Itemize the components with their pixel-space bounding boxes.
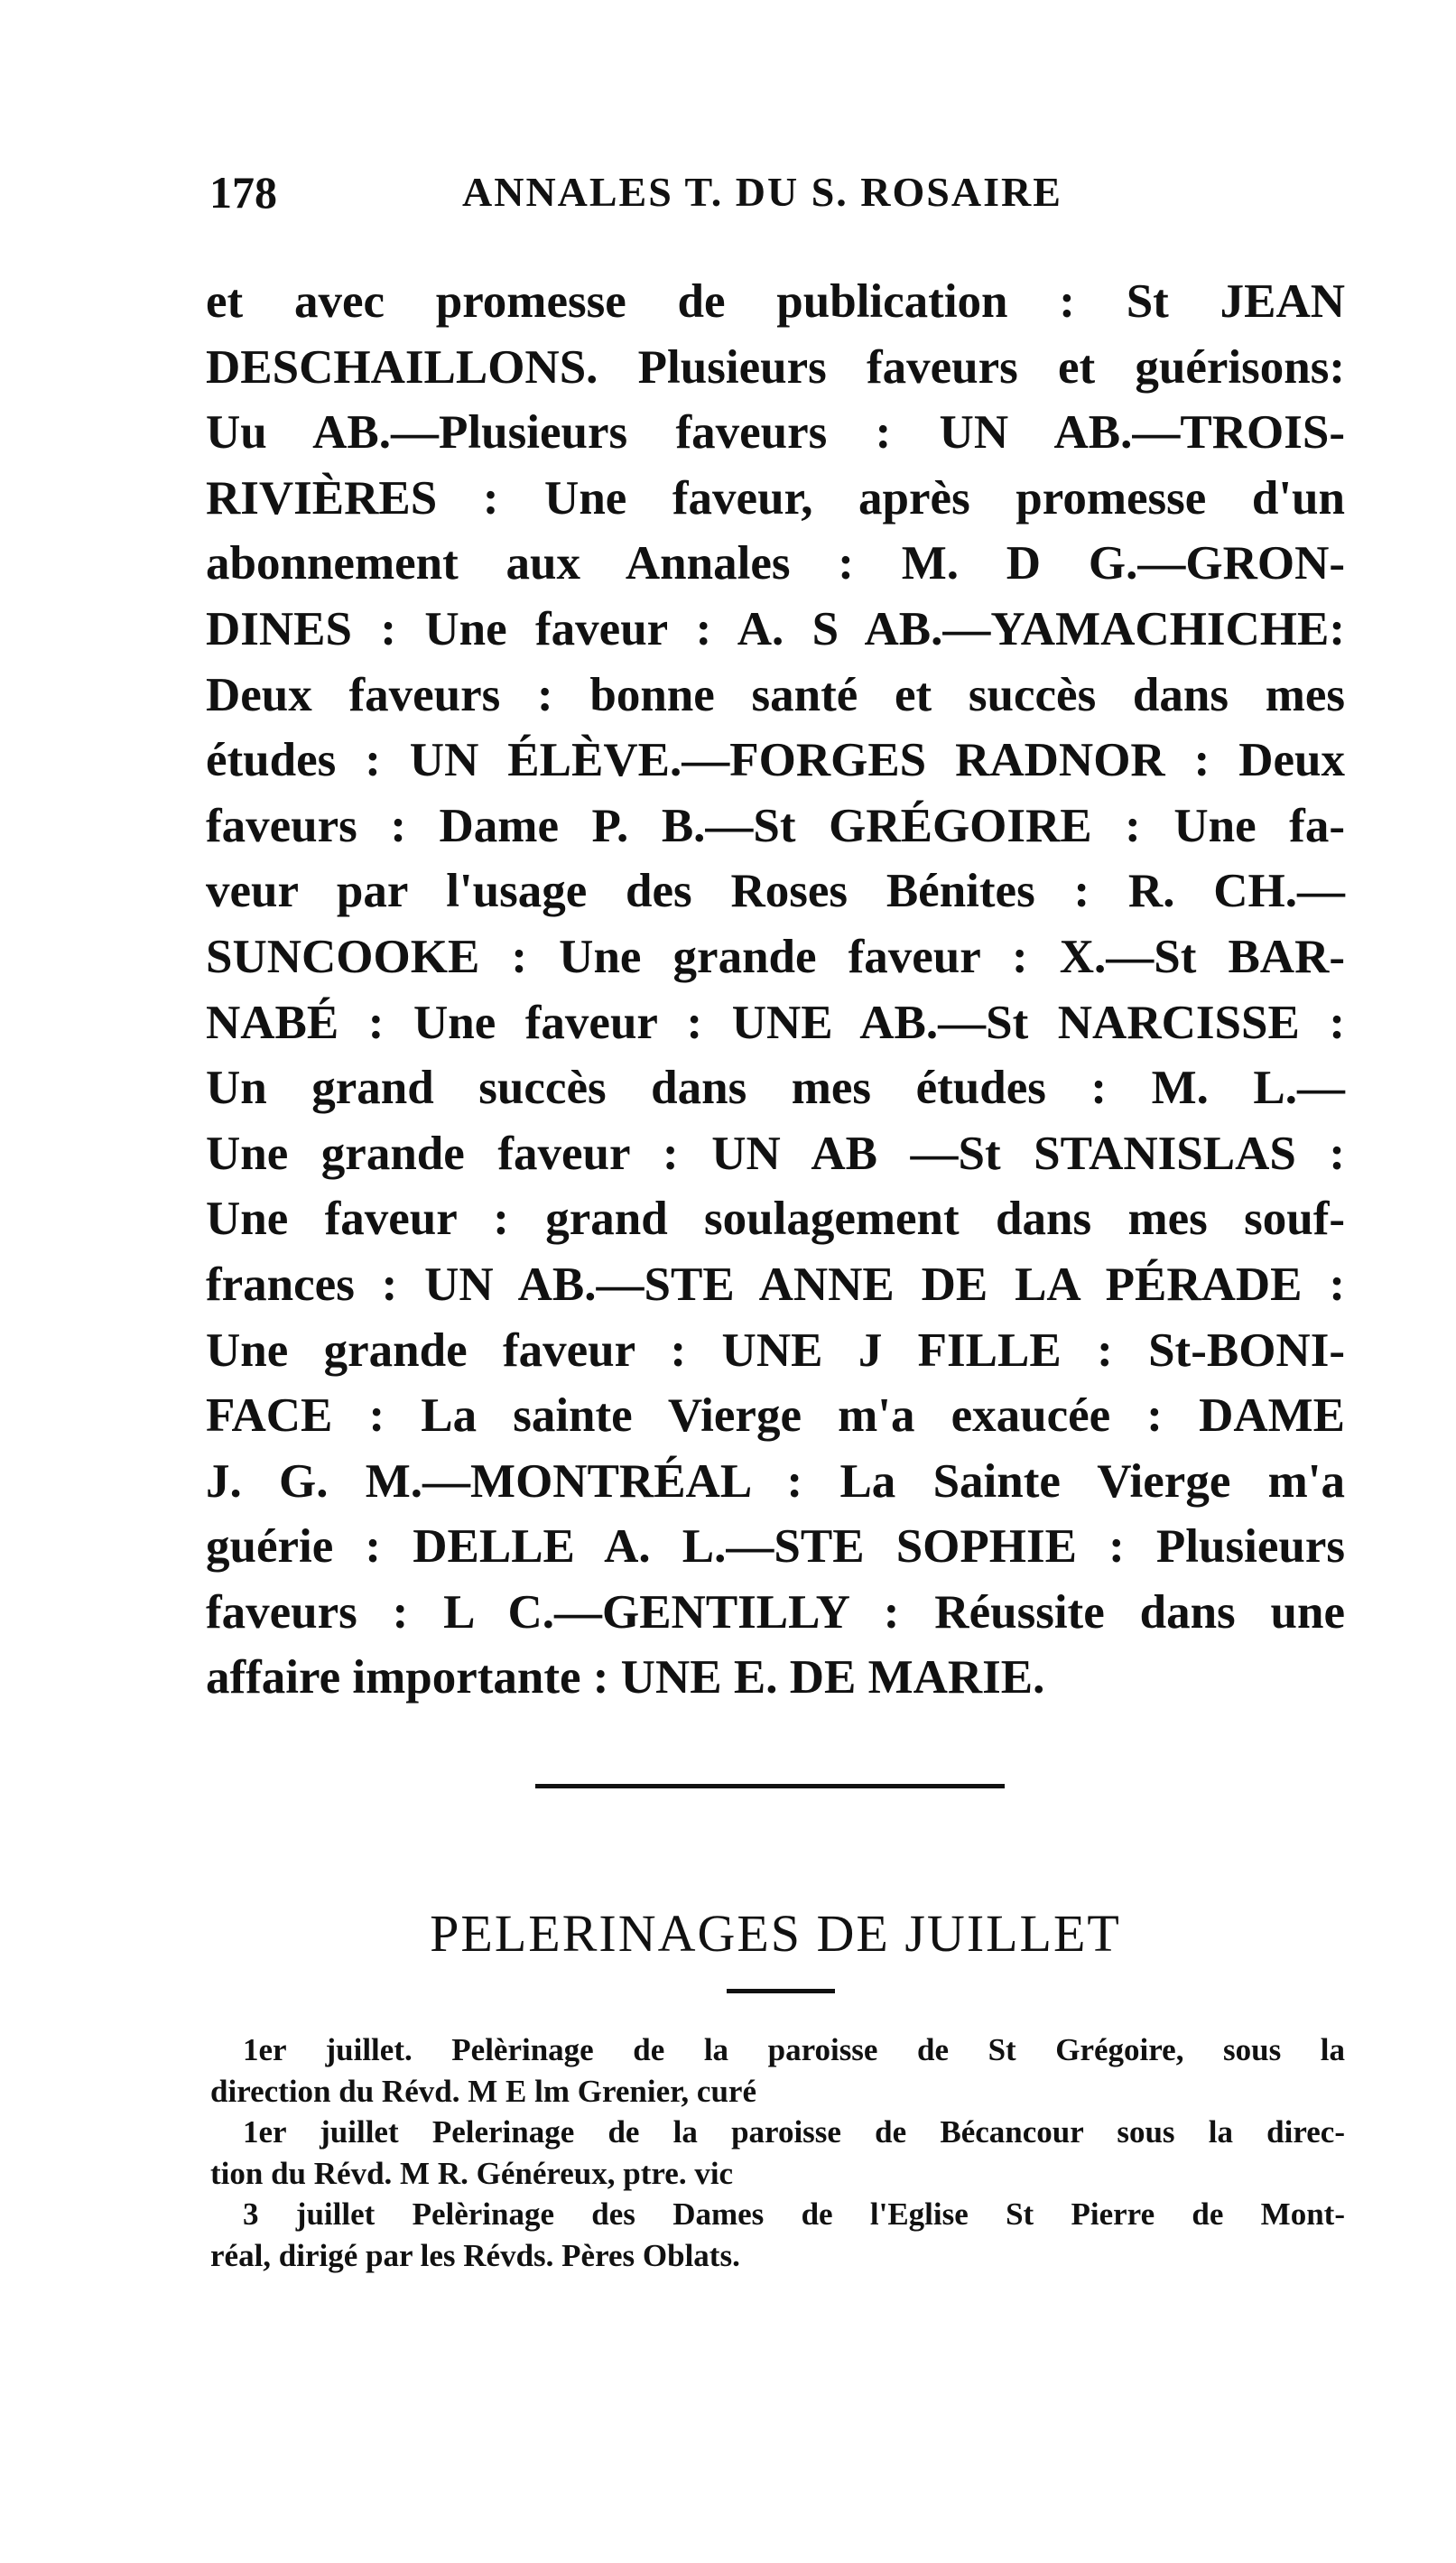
text-line: et avec promesse de publication : St JEAN (206, 275, 1345, 328)
text-line: NABÉ : Une faveur : UNE AB.—St NARCISSE : (206, 996, 1345, 1049)
entry-line: 1er juillet Pelerinage de la paroisse de Bécancour sous la direc- (243, 2114, 1345, 2150)
text-line: RIVIÈRES : Une faveur, après promesse d'un (206, 471, 1345, 525)
text-line: Une grande faveur : UN AB —St STANISLAS : (206, 1127, 1345, 1180)
text-line: Un grand succès dans mes études : M. L.— (206, 1062, 1345, 1115)
text-line: FACE : La sainte Vierge m'a exaucée : DAME (206, 1389, 1345, 1443)
entry-line: réal, dirigé par les Révds. Pères Oblats. (210, 2237, 740, 2273)
pilgrimage-entry (210, 2029, 1345, 2112)
entry-line: direction du Révd. M E lm Grenier, curé (210, 2073, 756, 2109)
entry-line: 3 juillet Pelèrinage des Dames de l'Eglise St Pierre de Mont- (243, 2196, 1345, 2232)
text-line: guérie : DELLE A. L.—STE SOPHIE : Plusieurs (206, 1520, 1345, 1574)
section-divider (535, 1784, 1005, 1788)
running-head (209, 161, 1356, 224)
text-line: faveurs : L C.—GENTILLY : Réussite dans une (206, 1585, 1345, 1639)
text-line: Une grande faveur : UNE J FILLE : St-BONI- (206, 1323, 1345, 1377)
pilgrimage-entry (210, 2112, 1345, 2194)
text-line: abonnement aux Annales : M. D G.—GRON- (206, 537, 1345, 590)
text-line: études : UN ÉLÈVE.—FORGES RADNOR : Deux (206, 734, 1345, 787)
entry-line: tion du Révd. M R. Généreux, ptre. vic (210, 2155, 734, 2191)
main-paragraph (206, 269, 1345, 1711)
text-line: Une faveur : grand soulagement dans mes souf- (206, 1193, 1345, 1246)
text-line: frances : UN AB.—STE ANNE DE LA PÉRADE : (206, 1258, 1345, 1311)
text-line: DINES : Une faveur : A. S AB.—YAMACHICHE: (206, 602, 1345, 655)
text-line: affaire importante : UNE E. DE MARIE. (206, 1651, 1045, 1704)
text-line: Deux faveurs : bonne santé et succès dans mes (206, 668, 1345, 721)
entry-line: 1er juillet. Pelèrinage de la paroisse de St Grégoire, sous la (243, 2032, 1345, 2067)
text-line: J. G. M.—MONTRÉAL : La Sainte Vierge m'a (206, 1454, 1345, 1508)
text-line: Uu AB.—Plusieurs faveurs : UN AB.—TROIS- (206, 406, 1345, 460)
pilgrimage-list (210, 2029, 1345, 2276)
text-line: veur par l'usage des Roses Bénites : R. CH.— (206, 865, 1345, 918)
title-underline-rule (727, 1989, 835, 1993)
text-line: SUNCOOKE : Une grande faveur : X.—St BAR- (206, 930, 1345, 983)
running-title: ANNALES T. DU S. ROSAIRE (462, 169, 1062, 215)
section-title: PELERINAGES DE JUILLET (430, 1904, 1121, 1963)
text-line: DESCHAILLONS. Plusieurs faveurs et guérisons: (206, 340, 1345, 394)
text-line: faveurs : Dame P. B.—St GRÉGOIRE : Une fa- (206, 799, 1345, 852)
page-number: 178 (209, 167, 277, 218)
pilgrimage-entry (210, 2194, 1345, 2276)
